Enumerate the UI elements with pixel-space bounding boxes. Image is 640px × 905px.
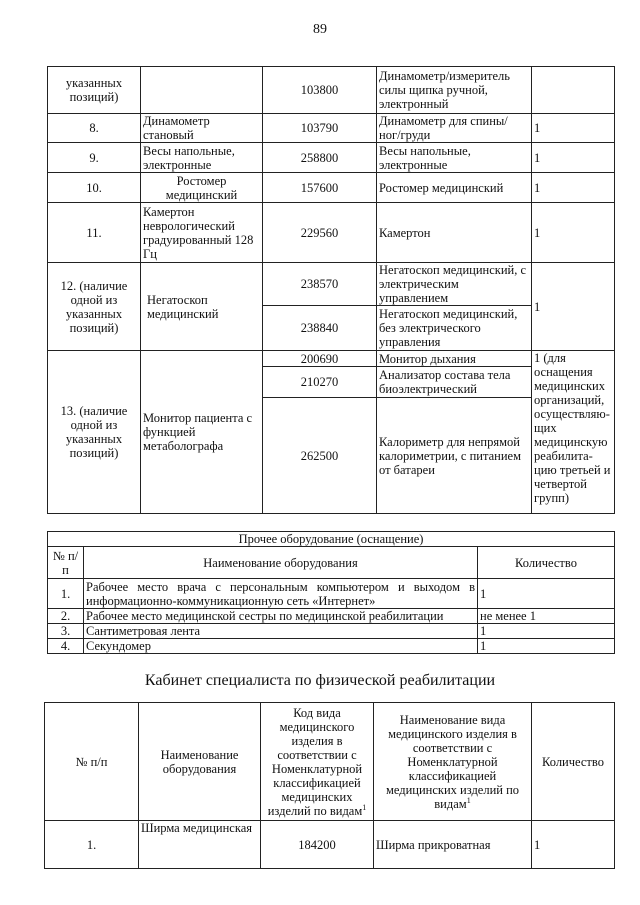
section-heading: Кабинет специалиста по физической реабилитации [144,672,496,689]
row-number: 13. (наличие одной из указанных позиций) [48,351,141,514]
device-code: 238570 [263,263,377,306]
specialist-equipment-table [44,702,615,869]
column-header-kind-text: Наименование вида медицинского изделия в соответствии с Номенклатурной классификацией медицинских изделий по видам [385,712,520,811]
device-code: 229560 [263,203,377,263]
column-header-quantity: Количество [532,703,615,821]
table-row [48,624,615,639]
device-kind: Камертон [377,203,532,263]
device-code: 157600 [263,173,377,203]
quantity [532,67,615,114]
table-row [48,639,615,654]
device-kind: Анализатор состава тела биоэлектрический [377,367,532,398]
device-kind: Монитор дыхания [377,351,532,367]
equipment-table [47,66,615,514]
row-number: 12. (наличие одной из указанных позиций) [48,263,141,351]
device-code: 210270 [263,367,377,398]
table-row [48,173,615,203]
table-row [45,821,615,869]
row-number: 10. [48,173,141,203]
page-number: 89 [313,22,327,37]
table-row [48,609,615,624]
column-header-name: Наименование оборудования [139,703,261,821]
device-kind: Ростомер медицинский [377,173,532,203]
equipment-name: Секундомер [84,639,478,654]
row-number: 9. [48,143,141,173]
quantity: 1 [532,173,615,203]
quantity: 1 [532,821,615,869]
table-row [48,351,615,367]
quantity: 1 [532,203,615,263]
equipment-name: Весы напольные, электронные [141,143,263,173]
row-number: 3. [48,624,84,639]
equipment-name: Камертон неврологический градуированный 128 Гц [141,203,263,263]
equipment-name [141,67,263,114]
quantity: 1 [532,263,615,351]
device-kind: Негатоскоп медицинский, с электрическим управлением [377,263,532,306]
table-row [48,203,615,263]
column-header-code [261,703,374,821]
table-row [48,143,615,173]
device-kind: Ширма прикроватная [374,821,532,869]
column-header-kind [374,703,532,821]
device-code: 103800 [263,67,377,114]
column-header-number: № п/п [48,547,84,579]
device-code: 103790 [263,114,377,143]
row-number: указанных позиций) [48,67,141,114]
table-row [48,263,615,306]
table-header-row [48,547,615,579]
equipment-name: Сантиметровая лента [84,624,478,639]
device-code: 184200 [261,821,374,869]
quantity: 1 [532,143,615,173]
footnote-marker: 1 [362,802,367,812]
table-row [48,579,615,609]
column-header-number: № п/п [45,703,139,821]
equipment-name: Динамометр становый [141,114,263,143]
equipment-name: Рабочее место врача с персональным компьютером и выходом в информационно-коммуникационную сеть «Интернет» [84,579,478,609]
device-kind: Динамометр/измеритель силы щипка ручной, электронный [377,67,532,114]
table-caption-row [48,532,615,547]
row-number: 11. [48,203,141,263]
table-row [48,67,615,114]
equipment-name: Ширма медицинская [139,821,261,869]
device-kind: Весы напольные, электронные [377,143,532,173]
quantity: 1 [478,624,615,639]
table-caption: Прочее оборудование (оснащение) [48,532,615,547]
device-code: 258800 [263,143,377,173]
quantity: 1 (для оснащения медицинских организаций, осуществляю-щих медицинскую реабилита-цию третьей и четвертой групп) [532,351,615,514]
column-header-quantity: Количество [478,547,615,579]
equipment-name: Негатоскоп медицинский [141,263,263,351]
equipment-name: Монитор пациента с функцией метаболографа [141,351,263,514]
device-code: 238840 [263,306,377,351]
quantity: не менее 1 [478,609,615,624]
quantity: 1 [532,114,615,143]
quantity: 1 [478,639,615,654]
row-number: 8. [48,114,141,143]
footnote-marker: 1 [466,795,471,805]
device-kind: Динамометр для спины/ног/груди [377,114,532,143]
column-header-code-text: Код вида медицинского изделия в соответствии с Номенклатурной классификацией медицинских изделий по видам [267,705,363,818]
device-code: 262500 [263,398,377,514]
quantity: 1 [478,579,615,609]
other-equipment-table [47,531,615,654]
row-number: 1. [45,821,139,869]
device-kind: Негатоскоп медицинский, без электрического управления [377,306,532,351]
row-number: 4. [48,639,84,654]
row-number: 1. [48,579,84,609]
row-number: 2. [48,609,84,624]
device-kind: Калориметр для непрямой калориметрии, с питанием от батареи [377,398,532,514]
table-header-row [45,703,615,821]
column-header-name: Наименование оборудования [84,547,478,579]
equipment-name: Рабочее место медицинской сестры по медицинской реабилитации [84,609,478,624]
device-code: 200690 [263,351,377,367]
equipment-name: Ростомер медицинский [141,173,263,203]
table-row [48,114,615,143]
